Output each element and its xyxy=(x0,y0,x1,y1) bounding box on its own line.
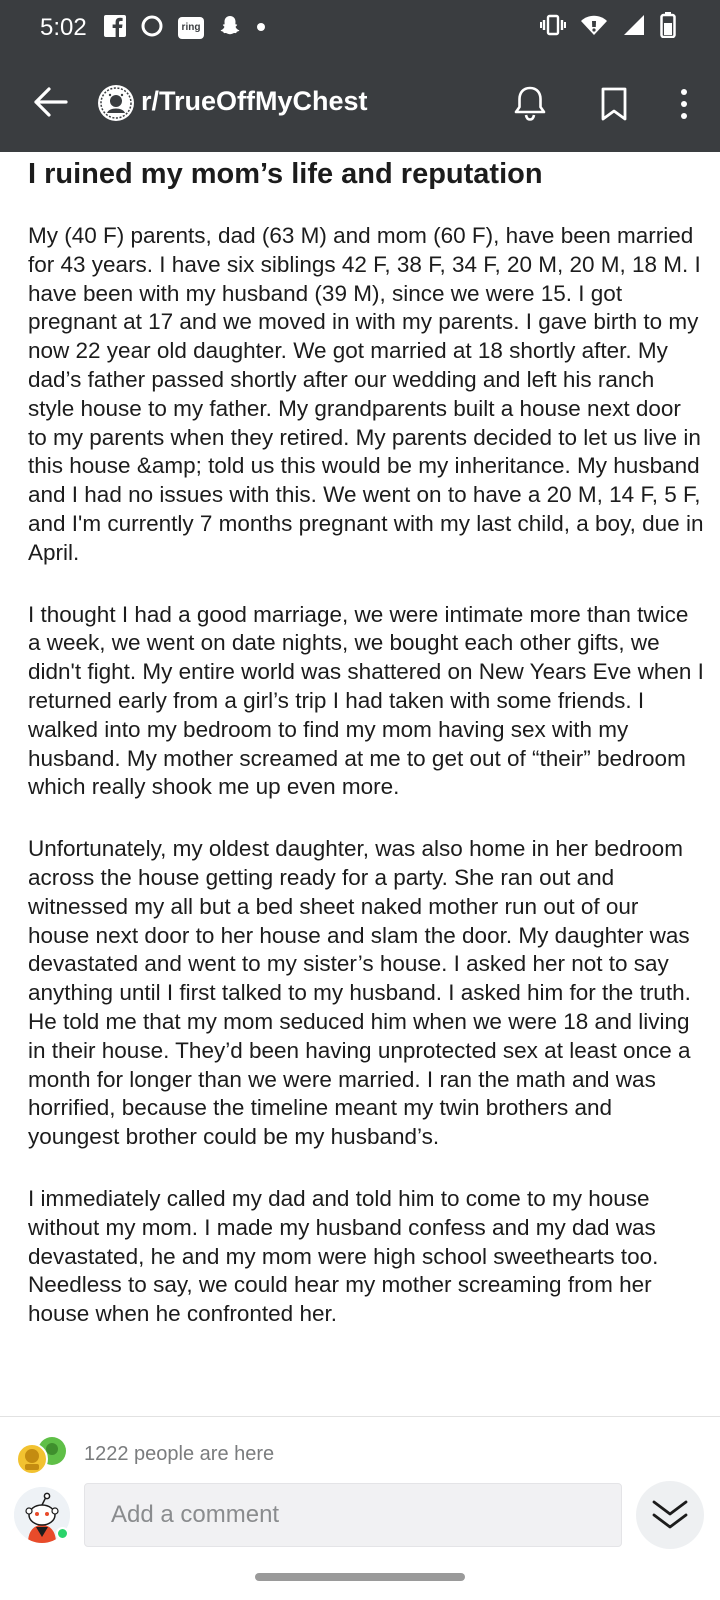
more-options-button[interactable] xyxy=(666,82,702,126)
home-indicator[interactable] xyxy=(255,1573,465,1581)
back-button[interactable] xyxy=(28,80,72,124)
post-content[interactable] xyxy=(0,152,720,1416)
notification-icons xyxy=(104,14,266,42)
bookmark-button[interactable] xyxy=(592,82,636,126)
chevron-down-icon xyxy=(651,1498,689,1532)
post-paragraph: I thought I had a good marriage, we were intimate more than twice a week, we went on date nights, we bought each other gifts, we didn't fight. My entire world was shattered on New Years Eve when I returned early from a girl’s trip I had taken with some friends. I walked into my bedroom to find my mom having sex with my husband. My mother screamed at me to get out of “their” bedroom which really shook me up even more. xyxy=(28,601,704,800)
post-paragraph: I immediately called my dad and told him to come to my house without my mom. I made my husband confess and my dad was devastated, he and my mom were high school sweethearts too. Needless to say, we could hear my mother screaming from her house when he confronted her. xyxy=(28,1185,659,1327)
subreddit-avatar-icon xyxy=(98,85,134,121)
circle-app-icon xyxy=(140,14,164,43)
signal-icon xyxy=(622,13,646,42)
post-body xyxy=(28,222,704,1362)
dot-icon xyxy=(256,19,266,37)
status-bar xyxy=(0,0,720,56)
post-paragraph: Unfortunately, my oldest daughter, was also home in her bedroom across the house getting ready for a party. She ran out and witnessed my all but a bed sheet naked mother run out of our house next door to her house and slam the door. My daughter was devastated and went to my sister’s house. I asked her not to say anything until I first talked to my husband. I asked him for the truth. He told me that my mom seduced him when we were 18 and living in their house. They’d been having unprotected sex at least once a month for longer than we were married. I ran the math and was horrified, because the timeline meant my twin brothers and youngest brother could be my husband’s. xyxy=(28,836,691,1150)
snapchat-icon xyxy=(218,14,242,43)
vibrate-icon xyxy=(540,13,566,42)
bell-icon xyxy=(512,85,548,123)
comment-input[interactable] xyxy=(84,1483,622,1547)
collapse-button[interactable] xyxy=(636,1481,704,1549)
notifications-button[interactable] xyxy=(508,82,552,126)
wifi-icon xyxy=(580,13,608,42)
presence-avatars-icon xyxy=(14,1435,72,1475)
online-status-badge xyxy=(56,1527,69,1540)
back-arrow-icon xyxy=(32,86,68,118)
more-vertical-icon xyxy=(679,88,689,120)
post-paragraph: My (40 F) parents, dad (63 M) and mom (60 F), have been married for 43 years. I have six siblings 42 F, 38 F, 34 F, 20 M, 20 M, 18 M. I have been with my husband (39 M), since we were 15. I got pregnant at 17 and we moved in with my parents. I gave birth to my now 22 year old daughter. We got married at 18 shortly after. My dad’s father passed shortly after our wedding and left his ranch style house to my father. My grandparents built a house next door to my parents when they retired. My parents decided to let us live in this house &amp; told us this would be my inheritance. My husband and I had no issues with this. We went on to have a 20 M, 14 F, 5 F, and I'm currently 7 months pregnant with my last child, a boy, due in April. xyxy=(28,223,704,565)
subreddit-avatar[interactable] xyxy=(98,85,134,121)
battery-icon xyxy=(660,12,676,43)
facebook-icon xyxy=(104,15,126,42)
subreddit-name[interactable]: r/TrueOffMyChest xyxy=(141,86,368,116)
bookmark-icon xyxy=(599,86,629,122)
presence-count: 1222 people are here xyxy=(84,1443,275,1465)
system-icons xyxy=(540,12,676,42)
presence-avatars xyxy=(14,1435,72,1475)
ring-icon: ring xyxy=(178,17,204,39)
status-time: 5:02 xyxy=(40,14,87,41)
app-header xyxy=(0,56,720,152)
post-title: I ruined my mom’s life and reputation xyxy=(28,158,543,190)
comment-bar xyxy=(0,1416,720,1600)
